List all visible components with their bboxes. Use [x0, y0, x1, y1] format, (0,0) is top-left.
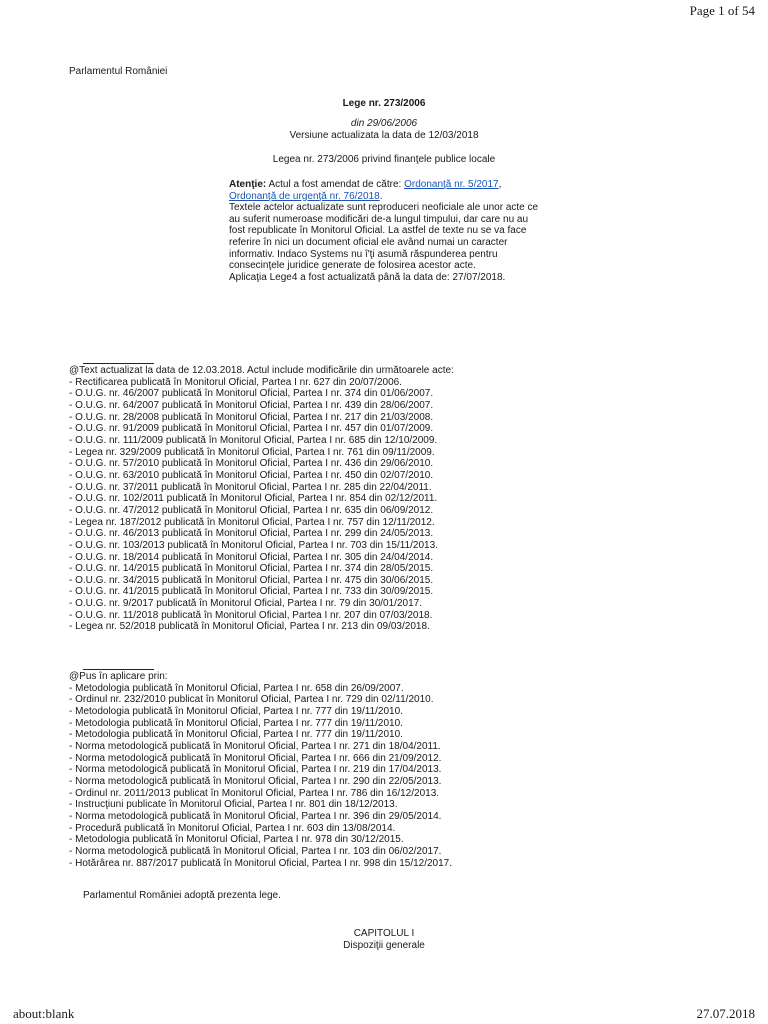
- list-item: - O.U.G. nr. 57/2010 publicată în Monitorul Oficial, Partea I nr. 436 din 29/06/2010.: [69, 458, 434, 470]
- list-item: - O.U.G. nr. 64/2007 publicată în Monitorul Oficial, Partea I nr. 439 din 28/06/2007.: [69, 399, 434, 411]
- separator-line: [83, 363, 154, 364]
- list-item: - Metodologia publicată în Monitorul Oficial, Partea I nr. 777 din 19/11/2010.: [69, 729, 403, 741]
- version-note: Versiune actualizata la data de 12/03/2018: [289, 130, 479, 141]
- list-item: - O.U.G. nr. 63/2010 publicată în Monitorul Oficial, Partea I nr. 450 din 02/07/2010.: [69, 469, 434, 481]
- separator-line: [83, 669, 154, 670]
- attention-notice: [229, 179, 541, 283]
- list-item: - Norma metodologică publicată în Monitorul Oficial, Partea I nr. 219 din 17/04/2013.: [69, 764, 442, 776]
- list-item: - Metodologia publicată în Monitorul Oficial, Partea I nr. 777 din 19/11/2010.: [69, 717, 403, 729]
- amendment-link-ordonanta[interactable]: Ordonanţă nr. 5/2017: [404, 179, 499, 190]
- list-item: - O.U.G. nr. 9/2017 publicată în Monitorul Oficial, Partea I nr. 79 din 30/01/2017.: [69, 598, 422, 610]
- app-update-note: Aplicaţia Lege4 a fost actualizată până la data de: 27/07/2018.: [229, 271, 506, 283]
- list-item: - Rectificarea publicată în Monitorul Oficial, Partea I nr. 627 din 20/07/2006.: [69, 376, 402, 388]
- list-item: - Norma metodologică publicată în Monitorul Oficial, Partea I nr. 396 din 29/05/2014.: [69, 810, 442, 822]
- attention-label: Atenţie:: [229, 179, 267, 190]
- list-item: - Hotărârea nr. 887/2017 publicată în Monitorul Oficial, Partea I nr. 998 din 15/12/2017.: [69, 857, 453, 869]
- list-item: - O.U.G. nr. 14/2015 publicată în Monitorul Oficial, Partea I nr. 374 din 28/05/2015.: [69, 563, 434, 575]
- law-number-title: Lege nr. 273/2006: [342, 98, 426, 109]
- list-item: - Ordinul nr. 2011/2013 publicat în Monitorul Oficial, Partea I nr. 786 din 16/12/2013.: [69, 787, 440, 799]
- amendment-link-oug[interactable]: Ordonanţă de urgenţă nr. 76/2018: [229, 190, 380, 202]
- updates-heading: @Text actualizat la data de 12.03.2018. Actul include modificările din următoarele acte:: [69, 365, 454, 376]
- list-item: - Ordinul nr. 232/2010 publicat în Monitorul Oficial, Partea I nr. 729 din 02/11/2010.: [69, 694, 434, 706]
- chapter-heading: CAPITOLUL I: [353, 928, 415, 939]
- list-item: - Metodologia publicată în Monitorul Oficial, Partea I nr. 658 din 26/09/2007.: [69, 682, 404, 694]
- list-item: - O.U.G. nr. 18/2014 publicată în Monitorul Oficial, Partea I nr. 305 din 24/04/2014.: [69, 551, 434, 563]
- list-item: - O.U.G. nr. 47/2012 publicată în Monitorul Oficial, Partea I nr. 635 din 06/09/2012.: [69, 504, 434, 516]
- list-item: - O.U.G. nr. 28/2008 publicată în Monitorul Oficial, Partea I nr. 217 din 21/03/2008.: [69, 411, 434, 423]
- footer-date: 27.07.2018: [696, 1006, 755, 1021]
- list-item: - O.U.G. nr. 111/2009 publicată în Monitorul Oficial, Partea I nr. 685 din 12/10/2009.: [69, 434, 438, 446]
- list-item: - Procedură publicată în Monitorul Oficial, Partea I nr. 603 din 13/08/2014.: [69, 822, 396, 834]
- attention-body: Textele actelor actualizate sunt reproduceri neoficiale ale unor acte ce au suferit numeroase modificări de-a lungul timpului, dar care nu au fost republicate în Monitorul Oficial. La astfel de texte nu se va face referire în nici un document oficial ele având numai un caracter informativ. Indaco Systems nu î'ţi asumă răspunderea pentru consecinţele juridice generate de folosirea acestor acte.: [229, 202, 539, 272]
- page-number: Page 1 of 54: [689, 3, 755, 18]
- list-item: - O.U.G. nr. 41/2015 publicată în Monitorul Oficial, Partea I nr. 733 din 30/09/2015.: [69, 586, 434, 598]
- list-item: - Metodologia publicată în Monitorul Oficial, Partea I nr. 777 din 19/11/2010.: [69, 705, 403, 717]
- list-item: - O.U.G. nr. 102/2011 publicată în Monitorul Oficial, Partea I nr. 854 din 02/12/2011.: [69, 493, 438, 505]
- footer-url: about:blank: [13, 1006, 75, 1021]
- list-item: - O.U.G. nr. 34/2015 publicată în Monitorul Oficial, Partea I nr. 475 din 30/06/2015.: [69, 574, 434, 586]
- list-item: - Norma metodologică publicată în Monitorul Oficial, Partea I nr. 666 din 21/09/2012.: [69, 752, 442, 764]
- list-item: - O.U.G. nr. 91/2009 publicată în Monitorul Oficial, Partea I nr. 457 din 01/07/2009.: [69, 423, 434, 435]
- list-item: - Norma metodologică publicată în Monitorul Oficial, Partea I nr. 290 din 22/05/2013.: [69, 775, 442, 787]
- chapter-title: Dispoziţii generale: [343, 940, 425, 951]
- list-item: - Legea nr. 52/2018 publicată în Monitorul Oficial, Partea I nr. 213 din 09/03/2018.: [69, 621, 430, 633]
- attention-comma: ,: [498, 179, 502, 190]
- list-item: - O.U.G. nr. 46/2007 publicată în Monitorul Oficial, Partea I nr. 374 din 01/06/2007.: [69, 388, 434, 400]
- applied-heading: @Pus în aplicare prin:: [69, 671, 168, 682]
- list-item: - Legea nr. 329/2009 publicată în Monitorul Oficial, Partea I nr. 761 din 09/11/2009.: [69, 446, 435, 458]
- list-item: - Legea nr. 187/2012 publicată în Monitorul Oficial, Partea I nr. 757 din 12/11/2012.: [69, 516, 435, 528]
- list-item: - Norma metodologică publicată în Monitorul Oficial, Partea I nr. 271 din 18/04/2011.: [69, 740, 441, 752]
- list-item: - Instrucţiuni publicate în Monitorul Oficial, Partea I nr. 801 din 18/12/2013.: [69, 799, 398, 811]
- attention-intro: Actul a fost amendat de către:: [266, 179, 405, 190]
- list-item: - O.U.G. nr. 37/2011 publicată în Monitorul Oficial, Partea I nr. 285 din 22/04/2011.: [69, 481, 432, 493]
- list-item: - Norma metodologică publicată în Monitorul Oficial, Partea I nr. 103 din 06/02/2017.: [69, 845, 442, 857]
- applied-list: [69, 671, 539, 869]
- adoption-statement: Parlamentul României adoptă prezenta lege.: [83, 890, 281, 901]
- issuer-name: Parlamentul României: [69, 66, 168, 77]
- updates-list: [69, 365, 539, 633]
- law-date: din 29/06/2006: [350, 118, 418, 129]
- list-item: - O.U.G. nr. 103/2013 publicată în Monitorul Oficial, Partea I nr. 703 din 15/11/2013.: [69, 539, 438, 551]
- list-item: - O.U.G. nr. 11/2018 publicată în Monitorul Oficial, Partea I nr. 207 din 07/03/2018.: [69, 609, 433, 621]
- attention-period: .: [379, 190, 383, 202]
- law-full-title: Legea nr. 273/2006 privind finanţele publice locale: [272, 154, 496, 165]
- list-item: - Metodologia publicată în Monitorul Oficial, Partea I nr. 978 din 30/12/2015.: [69, 834, 404, 846]
- list-item: - O.U.G. nr. 46/2013 publicată în Monitorul Oficial, Partea I nr. 299 din 24/05/2013.: [69, 528, 434, 540]
